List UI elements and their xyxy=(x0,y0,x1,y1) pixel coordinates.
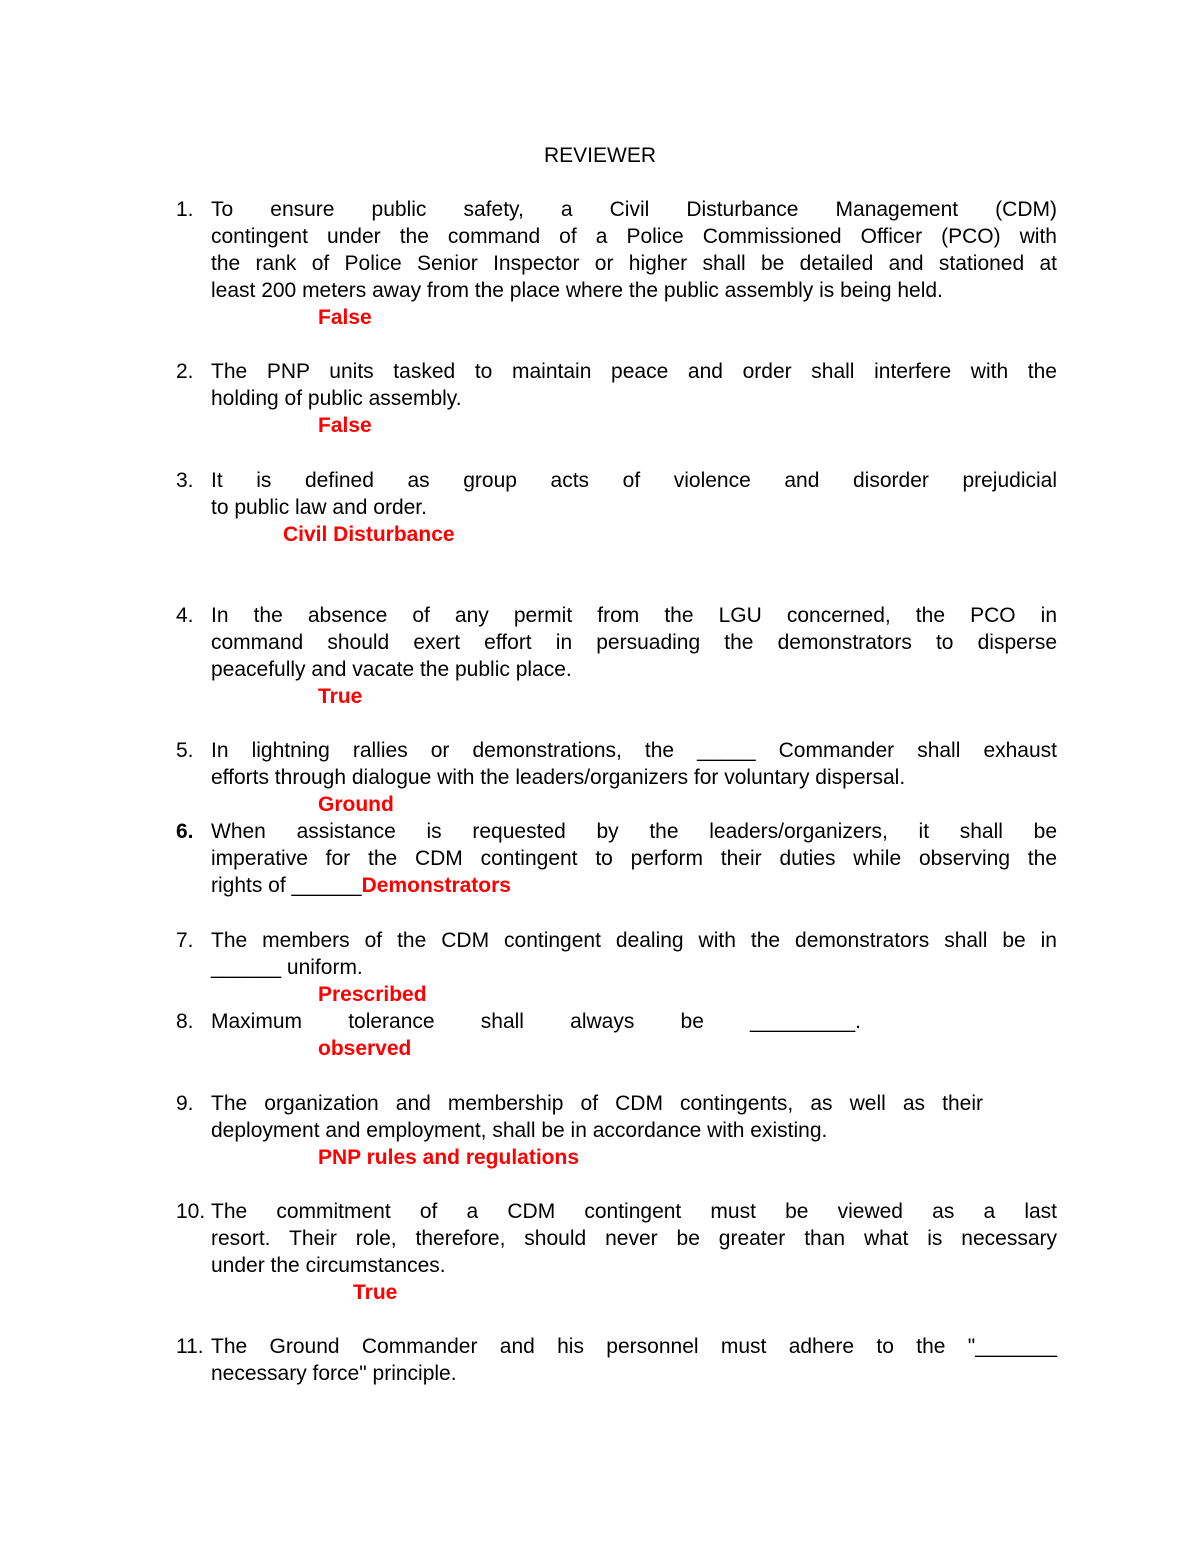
answer-text: observed xyxy=(318,1037,412,1060)
question-line: The PNP units tasked to maintain peace and order shall interfere with the xyxy=(211,360,1057,383)
question-line: peacefully and vacate the public place. xyxy=(211,658,572,681)
question-line: under the circumstances. xyxy=(211,1254,446,1277)
item-question xyxy=(211,737,1057,791)
question-line: deployment and employment, shall be in accordance with existing. xyxy=(211,1119,828,1142)
question-line: When assistance is requested by the leaders/organizers, it shall be xyxy=(211,820,1057,843)
question-line: The Ground Commander and his personnel must adhere to the "_______ xyxy=(211,1335,1057,1358)
question-line: necessary force" principle. xyxy=(211,1362,457,1385)
item-question xyxy=(211,602,1057,683)
item-number: 2. xyxy=(176,360,194,383)
question-line: ______ uniform. xyxy=(211,956,363,979)
item-question xyxy=(211,1198,1057,1279)
question-line: least 200 meters away from the place where the public assembly is being held. xyxy=(211,279,943,302)
item-number: 3. xyxy=(176,469,194,492)
question-line: The commitment of a CDM contingent must be viewed as a last xyxy=(211,1200,1057,1223)
item-question xyxy=(211,927,1057,981)
item-number: 6. xyxy=(176,820,194,843)
question-line-text: rights of ______ xyxy=(211,874,362,897)
answer-text: True xyxy=(318,685,363,708)
question-line: The members of the CDM contingent dealing with the demonstrators shall be in xyxy=(211,929,1057,952)
question-line: efforts through dialogue with the leaders/organizers for voluntary dispersal. xyxy=(211,766,906,789)
question-line: resort. Their role, therefore, should never be greater than what is necessary xyxy=(211,1227,1057,1250)
question-line: It is defined as group acts of violence and disorder prejudicial xyxy=(211,469,1057,492)
answer-text: Prescribed xyxy=(318,983,427,1006)
question-line: the rank of Police Senior Inspector or higher shall be detailed and stationed at xyxy=(211,252,1057,275)
question-line: To ensure public safety, a Civil Disturbance Management (CDM) xyxy=(211,198,1057,221)
item-question xyxy=(211,1008,861,1035)
item-question xyxy=(211,358,1057,412)
question-line: The organization and membership of CDM contingents, as well as their xyxy=(211,1092,983,1115)
item-question xyxy=(211,1090,983,1144)
item-number: 11. xyxy=(176,1335,204,1358)
question-line: command should exert effort in persuading the demonstrators to disperse xyxy=(211,631,1057,654)
answer-text: False xyxy=(318,414,372,437)
question-line: In lightning rallies or demonstrations, the _____ Commander shall exhaust xyxy=(211,739,1057,762)
item-question xyxy=(211,1333,1057,1387)
question-line: to public law and order. xyxy=(211,496,427,519)
answer-text: True xyxy=(353,1281,398,1304)
item-number: 5. xyxy=(176,739,194,762)
answer-text: Demonstrators xyxy=(361,874,511,897)
item-question xyxy=(211,818,1057,899)
question-line: In the absence of any permit from the LGU concerned, the PCO in xyxy=(211,604,1057,627)
answer-text: False xyxy=(318,306,372,329)
answer-text: Civil Disturbance xyxy=(283,523,455,546)
answer-text: PNP rules and regulations xyxy=(318,1146,580,1169)
item-number: 10. xyxy=(176,1200,206,1223)
page-title: REVIEWER xyxy=(543,144,656,167)
question-line: holding of public assembly. xyxy=(211,387,462,410)
item-number: 4. xyxy=(176,604,194,627)
item-number: 9. xyxy=(176,1092,194,1115)
item-number: 8. xyxy=(176,1010,194,1033)
question-line: Maximum tolerance shall always be _________. xyxy=(211,1010,861,1033)
item-number: 7. xyxy=(176,929,194,952)
question-line: imperative for the CDM contingent to perform their duties while observing the xyxy=(211,847,1057,870)
question-line: contingent under the command of a Police Commissioned Officer (PCO) with xyxy=(211,225,1057,248)
question-line xyxy=(211,872,1057,899)
item-question xyxy=(211,467,1057,521)
item-question xyxy=(211,196,1057,304)
item-number: 1. xyxy=(176,198,194,221)
answer-text: Ground xyxy=(318,793,394,816)
